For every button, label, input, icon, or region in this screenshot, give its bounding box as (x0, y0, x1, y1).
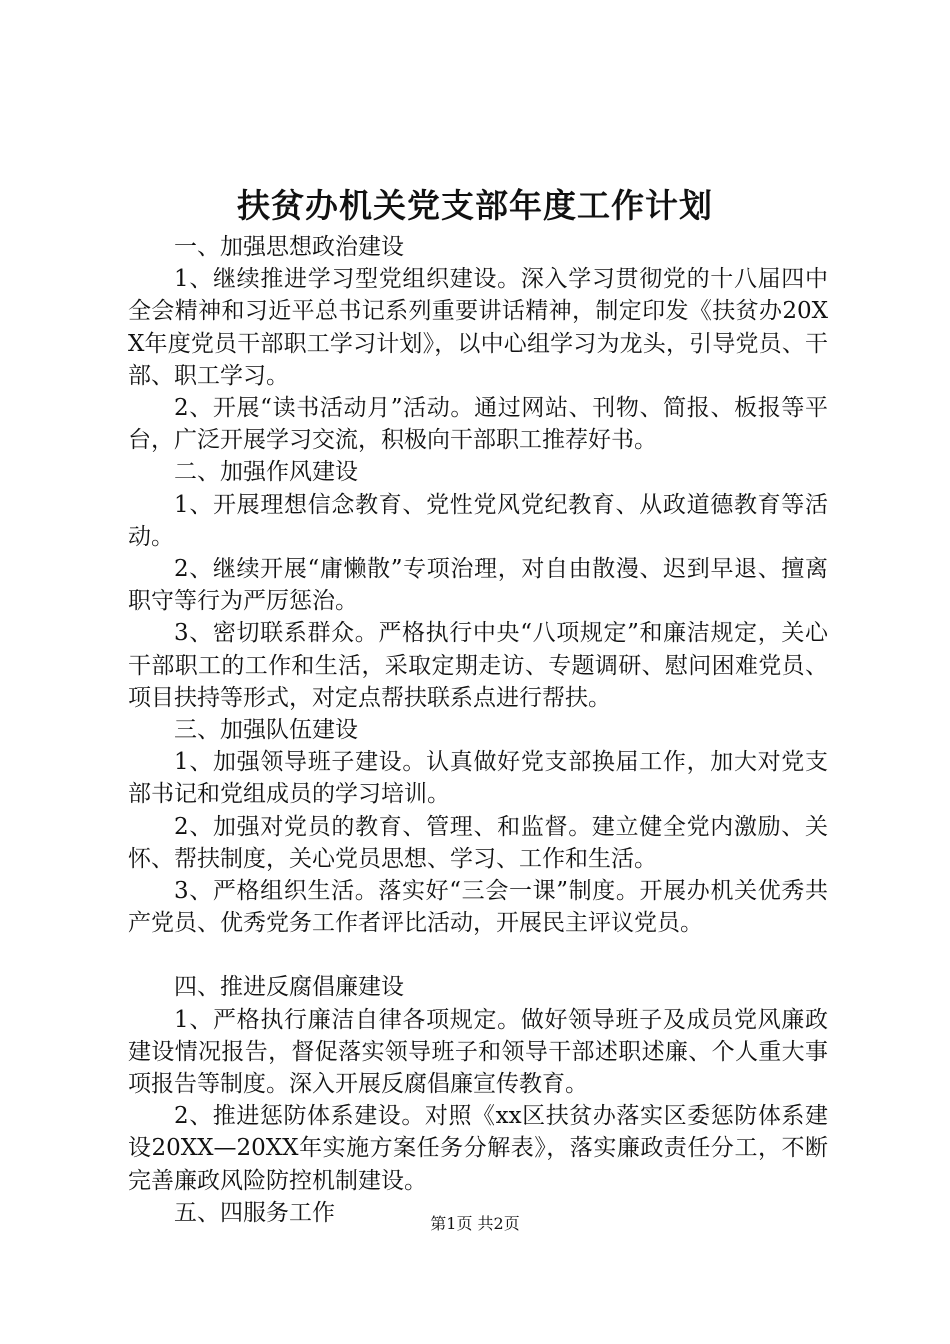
section-heading: 五、四服务工作 (174, 1199, 335, 1226)
document-body (128, 231, 828, 1229)
document-title: 扶贫办机关党支部年度工作计划 (237, 186, 713, 225)
body-paragraph: 1、继续推进学习型党组织建设。深入学习贯彻党的十八届四中全会精神和习近平总书记系列重要讲话精神，制定印发《扶贫办20XX年度党员干部职工学习计划》，以中心组学习为龙头，引导党员、干部、职工学习。 (128, 266, 828, 389)
section-heading: 二、加强作风建设 (174, 459, 358, 486)
body-paragraph: 1、严格执行廉洁自律各项规定。做好领导班子及成员党风廉政建设情况报告，督促落实领导班子和领导干部述职述廉、个人重大事项报告等制度。深入开展反腐倡廉宣传教育。 (128, 1006, 828, 1098)
section-heading: 三、加强队伍建设 (174, 717, 358, 744)
body-paragraph: 1、加强领导班子建设。认真做好党支部换届工作，加大对党支部书记和党组成员的学习培训。 (128, 749, 828, 808)
section-heading: 四、推进反腐倡廉建设 (174, 974, 404, 1001)
body-paragraph: 2、开展“读书活动月”活动。通过网站、刊物、简报、板报等平台，广泛开展学习交流，积极向干部职工推荐好书。 (128, 395, 828, 454)
body-paragraph: 3、严格组织生活。落实好“三会一课”制度。开展办机关优秀共产党员、优秀党务工作者评比活动，开展民主评议党员。 (128, 878, 828, 937)
body-paragraph: 3、密切联系群众。严格执行中央“八项规定”和廉洁规定，关心干部职工的工作和生活，采取定期走访、专题调研、慰问困难党员、项目扶持等形式，对定点帮扶联系点进行帮扶。 (128, 620, 828, 711)
paragraph-gap (128, 939, 828, 971)
body-paragraph: 1、开展理想信念教育、党性党风党纪教育、从政道德教育等活动。 (128, 491, 828, 550)
body-paragraph: 2、推进惩防体系建设。对照《xx区扶贫办落实区委惩防体系建设20XX—20XX年实施方案任务分解表》，落实廉政责任分工，不断完善廉政风险防控机制建设。 (128, 1103, 828, 1194)
body-paragraph: 2、加强对党员的教育、管理、和监督。建立健全党内激励、关怀、帮扶制度，关心党员思想、学习、工作和生活。 (128, 813, 828, 872)
section-heading: 一、加强思想政治建设 (174, 234, 404, 260)
body-paragraph: 2、继续开展“庸懒散”专项治理，对自由散漫、迟到早退、擅离职守等行为严厉惩治。 (128, 556, 828, 615)
page-number-footer: 第1页 共2页 (430, 1214, 520, 1233)
